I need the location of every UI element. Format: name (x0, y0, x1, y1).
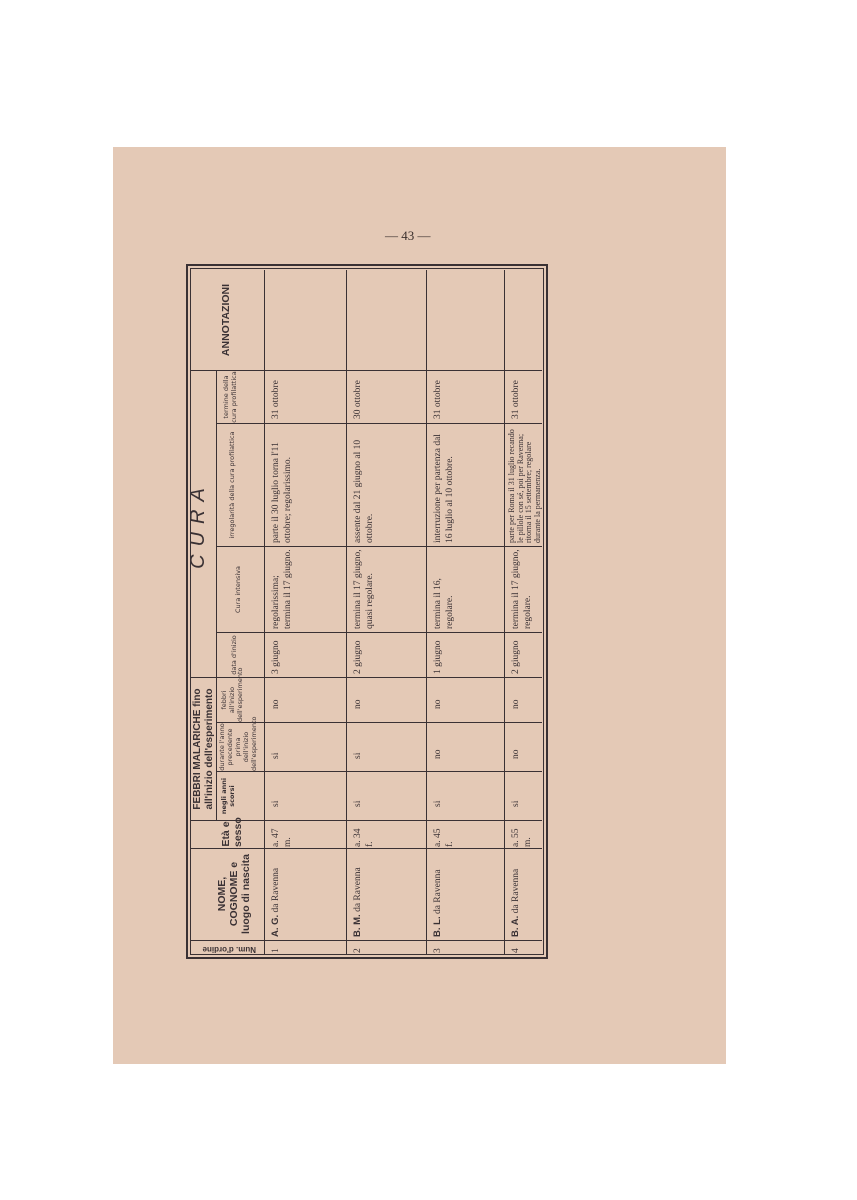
cell-anni: si (511, 800, 521, 807)
cell-termine: 31 ottobre (271, 380, 281, 419)
cell-name-place: da Ravenna (271, 867, 281, 913)
cell-irregolarita: parte per Roma il 31 luglio recando le pillole con sé, poi per Ravenna; ritorna il 15 settembre; regolare durante la permanenza. (507, 429, 542, 543)
cell-name-place: da Ravenna (353, 867, 363, 912)
row-divider (504, 270, 505, 955)
header-febbri-anni: negli anni scorsi (220, 777, 236, 815)
cell-irregolarita: parte il 30 luglio torna l'11 ottobre; regolarissimo. (271, 442, 293, 543)
cell-name (352, 851, 364, 937)
header-name: NOME, COGNOME e luogo di nascita (216, 854, 252, 934)
header-annotazioni: ANNOTAZIONI (220, 283, 232, 357)
cell-num: 3 (433, 948, 443, 953)
cell-termine: 31 ottobre (511, 380, 521, 419)
cell-inizio: no (353, 699, 363, 709)
cell-intensiva: termina il 16, regolare. (433, 578, 455, 629)
cell-intensiva: termina il 17 giugno, quasi regolare. (353, 549, 375, 629)
cell-age: a. 34 f. (353, 828, 375, 847)
cell-name-place: da Ravenna (433, 869, 443, 915)
cell-num: 1 (271, 948, 281, 953)
cell-inizio: no (433, 699, 443, 709)
cell-data: 2 giugno (353, 640, 363, 674)
cell-name-initials: B. A. (510, 915, 521, 937)
cell-irregolarita: interruzione per partenza dal 16 luglio al 10 ottobre. (433, 434, 455, 543)
cell-name (432, 851, 444, 937)
cell-inizio: no (271, 699, 281, 709)
cell-durante: no (511, 749, 521, 759)
cell-age: a. 55 m. (511, 828, 533, 847)
header-cura-intensiva: Cura intensiva (234, 566, 242, 613)
cell-irregolarita: assente dal 21 giugno al 10 ottobre. (353, 439, 375, 543)
data-table (186, 264, 548, 959)
cell-data: 2 giugno (511, 640, 521, 674)
page-number: — 43 — (385, 228, 431, 243)
row-divider (346, 270, 347, 955)
cell-num: 4 (511, 948, 521, 953)
cell-name (270, 851, 282, 937)
cell-name-initials: B. M. (352, 914, 363, 937)
cell-anni: si (433, 800, 443, 807)
cell-anni: si (271, 800, 281, 807)
header-age: Età e sesso (220, 817, 244, 847)
cell-termine: 30 ottobre (353, 380, 363, 419)
cell-age: a. 45 f. (433, 828, 455, 847)
subheader-divider (216, 371, 217, 821)
cell-name-initials: B. L. (432, 916, 443, 937)
header-termine: termine della cura profilattica (222, 371, 238, 423)
col-divider (190, 848, 542, 849)
cell-inizio: no (511, 699, 521, 709)
cell-durante: si (271, 752, 281, 759)
header-febbri-inizio: febbri all'inizio dell'esperimento (220, 667, 244, 722)
cell-name-place: da Ravenna (511, 868, 521, 914)
cell-num: 2 (353, 948, 363, 953)
cell-intensiva: regolarissima; termina il 17 giugno. (271, 549, 293, 629)
cell-durante: si (353, 752, 363, 759)
cell-anni: si (353, 800, 363, 807)
header-num: Num. d'ordine (202, 945, 256, 954)
row-divider (426, 270, 427, 955)
cell-data: 1 giugno (433, 640, 443, 674)
cell-name-initials: A. G. (270, 914, 281, 937)
header-cura-group: CURA (187, 480, 209, 569)
cell-termine: 31 ottobre (433, 380, 443, 419)
header-febbri-group: FEBBRI MALARICHE fino all'inizio dell'esperimento (192, 688, 215, 810)
header-febbri-durante: durante l'anno precedente prima dell'inizio dell'esperimento (218, 716, 258, 771)
cell-intensiva: termina il 17 giugno, regolare. (511, 549, 533, 629)
header-data-inizio: data d'inizio (230, 635, 238, 675)
table-wrapper (186, 264, 548, 959)
header-divider (264, 270, 265, 955)
cell-data: 3 giugno (271, 640, 281, 674)
header-irregolarita: irregolarità della cura profilattica (228, 431, 236, 539)
cell-durante: no (433, 749, 443, 759)
cell-age: a. 47 m. (271, 828, 293, 847)
cell-name (510, 851, 522, 937)
